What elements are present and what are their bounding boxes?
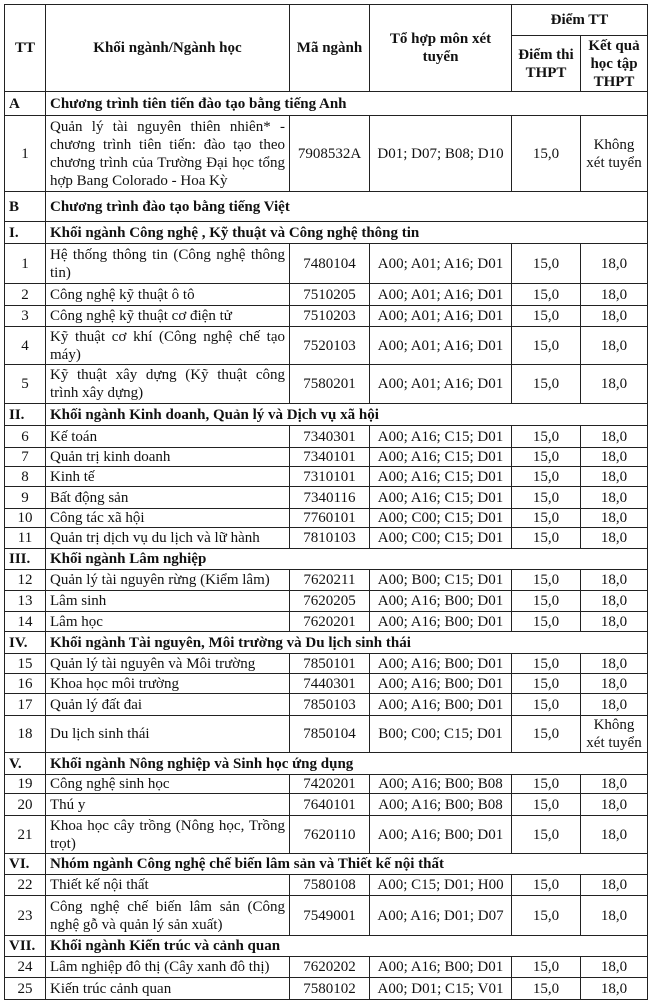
row-number: 21 bbox=[5, 816, 46, 854]
program-name: Công tác xã hội bbox=[46, 509, 290, 528]
row-number: 8 bbox=[5, 467, 46, 487]
section-title: Chương trình tiên tiến đào tạo bằng tiếng Anh bbox=[46, 92, 648, 116]
table-row bbox=[5, 816, 648, 854]
score-transcript: 18,0 bbox=[581, 509, 648, 528]
program-name: Công nghệ kỹ thuật cơ điện tử bbox=[46, 306, 290, 327]
score-thpt: 15,0 bbox=[512, 509, 581, 528]
section-number: II. bbox=[5, 404, 46, 426]
row-number: 16 bbox=[5, 674, 46, 694]
program-code: 7480104 bbox=[290, 244, 370, 284]
section-number: A bbox=[5, 92, 46, 116]
section-row bbox=[5, 632, 648, 654]
section-number: VII. bbox=[5, 936, 46, 957]
score-transcript: 18,0 bbox=[581, 570, 648, 591]
score-thpt: 15,0 bbox=[512, 244, 581, 284]
program-name: Công nghệ kỹ thuật ô tô bbox=[46, 284, 290, 306]
program-code: 7340101 bbox=[290, 448, 370, 467]
table-row bbox=[5, 654, 648, 674]
header-diem-thi-thpt: Điểm thi THPT bbox=[512, 36, 581, 92]
score-thpt: 15,0 bbox=[512, 116, 581, 192]
score-thpt: 15,0 bbox=[512, 612, 581, 632]
score-transcript: 18,0 bbox=[581, 957, 648, 978]
program-name: Hệ thống thông tin (Công nghệ thông tin) bbox=[46, 244, 290, 284]
section-title: Khối ngành Tài nguyên, Môi trường và Du lịch sinh thái bbox=[46, 632, 648, 654]
program-code: 7850103 bbox=[290, 694, 370, 716]
subject-combination: A00; A16; B00; D01 bbox=[370, 591, 512, 612]
row-number: 3 bbox=[5, 306, 46, 327]
subject-combination: A00; A16; B00; B08 bbox=[370, 775, 512, 794]
score-thpt: 15,0 bbox=[512, 978, 581, 1000]
program-name: Khoa học cây trồng (Nông học, Trồng trọt) bbox=[46, 816, 290, 854]
score-transcript: 18,0 bbox=[581, 327, 648, 365]
section-number: B bbox=[5, 192, 46, 222]
row-number: 7 bbox=[5, 448, 46, 467]
score-thpt: 15,0 bbox=[512, 875, 581, 896]
score-thpt: 15,0 bbox=[512, 816, 581, 854]
score-transcript: Không xét tuyển bbox=[581, 716, 648, 753]
program-code: 7520103 bbox=[290, 327, 370, 365]
subject-combination: A00; C00; C15; D01 bbox=[370, 528, 512, 549]
section-title: Khối ngành Công nghệ , Kỹ thuật và Công nghệ thông tin bbox=[46, 222, 648, 244]
program-name: Kỹ thuật xây dựng (Kỹ thuật công trình xây dựng) bbox=[46, 365, 290, 404]
score-transcript: 18,0 bbox=[581, 591, 648, 612]
row-number: 24 bbox=[5, 957, 46, 978]
program-code: 7620202 bbox=[290, 957, 370, 978]
header-diem-tt: Điểm TT bbox=[512, 5, 648, 36]
admission-table bbox=[4, 4, 648, 1000]
score-transcript: 18,0 bbox=[581, 426, 648, 448]
score-transcript: 18,0 bbox=[581, 306, 648, 327]
score-thpt: 15,0 bbox=[512, 591, 581, 612]
program-code: 7850101 bbox=[290, 654, 370, 674]
row-number: 9 bbox=[5, 487, 46, 509]
table-row bbox=[5, 509, 648, 528]
header-to-hop: Tổ hợp môn xét tuyển bbox=[370, 5, 512, 92]
score-thpt: 15,0 bbox=[512, 306, 581, 327]
header-tt: TT bbox=[5, 5, 46, 92]
table-row bbox=[5, 116, 648, 192]
score-thpt: 15,0 bbox=[512, 957, 581, 978]
table-row bbox=[5, 487, 648, 509]
section-number: V. bbox=[5, 753, 46, 775]
table-row bbox=[5, 244, 648, 284]
score-thpt: 15,0 bbox=[512, 327, 581, 365]
subject-combination: A00; A16; C15; D01 bbox=[370, 467, 512, 487]
section-row bbox=[5, 192, 648, 222]
score-transcript: 18,0 bbox=[581, 816, 648, 854]
program-name: Du lịch sinh thái bbox=[46, 716, 290, 753]
subject-combination: A00; A16; B00; D01 bbox=[370, 957, 512, 978]
row-number: 1 bbox=[5, 244, 46, 284]
table-row bbox=[5, 875, 648, 896]
score-thpt: 15,0 bbox=[512, 694, 581, 716]
program-name: Công nghệ chế biến lâm sản (Công nghệ gỗ và quản lý sản xuất) bbox=[46, 896, 290, 936]
table-row bbox=[5, 284, 648, 306]
row-number: 13 bbox=[5, 591, 46, 612]
section-row bbox=[5, 854, 648, 875]
row-number: 15 bbox=[5, 654, 46, 674]
program-code: 7640101 bbox=[290, 794, 370, 816]
subject-combination: A00; A01; A16; D01 bbox=[370, 365, 512, 404]
subject-combination: A00; A16; C15; D01 bbox=[370, 426, 512, 448]
score-transcript: 18,0 bbox=[581, 612, 648, 632]
program-name: Kế toán bbox=[46, 426, 290, 448]
program-code: 7580102 bbox=[290, 978, 370, 1000]
score-transcript: 18,0 bbox=[581, 896, 648, 936]
score-thpt: 15,0 bbox=[512, 794, 581, 816]
subject-combination: A00; A16; B00; D01 bbox=[370, 816, 512, 854]
score-transcript: 18,0 bbox=[581, 244, 648, 284]
program-code: 7580108 bbox=[290, 875, 370, 896]
row-number: 10 bbox=[5, 509, 46, 528]
program-code: 7510205 bbox=[290, 284, 370, 306]
score-thpt: 15,0 bbox=[512, 487, 581, 509]
table-row bbox=[5, 896, 648, 936]
subject-combination: A00; A16; B00; D01 bbox=[370, 674, 512, 694]
header-khoi-nganh: Khối ngành/Ngành học bbox=[46, 5, 290, 92]
program-name: Quản trị dịch vụ du lịch và lữ hành bbox=[46, 528, 290, 549]
score-transcript: 18,0 bbox=[581, 794, 648, 816]
table-row bbox=[5, 426, 648, 448]
row-number: 2 bbox=[5, 284, 46, 306]
table-row bbox=[5, 694, 648, 716]
header-ma-nganh: Mã ngành bbox=[290, 5, 370, 92]
table-row bbox=[5, 716, 648, 753]
table-body bbox=[5, 92, 648, 1000]
score-transcript: 18,0 bbox=[581, 284, 648, 306]
row-number: 17 bbox=[5, 694, 46, 716]
table-row bbox=[5, 448, 648, 467]
section-row bbox=[5, 222, 648, 244]
program-name: Thiết kế nội thất bbox=[46, 875, 290, 896]
score-transcript: 18,0 bbox=[581, 467, 648, 487]
program-code: 7760101 bbox=[290, 509, 370, 528]
subject-combination: A00; B00; C15; D01 bbox=[370, 570, 512, 591]
table-row bbox=[5, 674, 648, 694]
program-code: 7310101 bbox=[290, 467, 370, 487]
table-row bbox=[5, 306, 648, 327]
row-number: 11 bbox=[5, 528, 46, 549]
score-thpt: 15,0 bbox=[512, 570, 581, 591]
score-transcript: 18,0 bbox=[581, 487, 648, 509]
program-code: 7580201 bbox=[290, 365, 370, 404]
section-row bbox=[5, 549, 648, 570]
section-title: Khối ngành Lâm nghiệp bbox=[46, 549, 648, 570]
row-number: 18 bbox=[5, 716, 46, 753]
row-number: 6 bbox=[5, 426, 46, 448]
score-thpt: 15,0 bbox=[512, 365, 581, 404]
row-number: 14 bbox=[5, 612, 46, 632]
section-number: IV. bbox=[5, 632, 46, 654]
subject-combination: A00; A16; C15; D01 bbox=[370, 487, 512, 509]
section-row bbox=[5, 404, 648, 426]
program-name: Kinh tế bbox=[46, 467, 290, 487]
table-row bbox=[5, 570, 648, 591]
section-number: I. bbox=[5, 222, 46, 244]
section-row bbox=[5, 92, 648, 116]
header-ket-qua-hoc-tap: Kết quả học tập THPT bbox=[581, 36, 648, 92]
subject-combination: A00; A01; A16; D01 bbox=[370, 306, 512, 327]
score-thpt: 15,0 bbox=[512, 775, 581, 794]
program-name: Quản lý tài nguyên thiên nhiên* - chương trình tiên tiến: đào tạo theo chương trình của Trường Đại học tổng hợp Bang Colorado - Hoa Kỳ bbox=[46, 116, 290, 192]
row-number: 23 bbox=[5, 896, 46, 936]
section-title: Khối ngành Nông nghiệp và Sinh học ứng dụng bbox=[46, 753, 648, 775]
score-transcript: 18,0 bbox=[581, 528, 648, 549]
row-number: 19 bbox=[5, 775, 46, 794]
subject-combination: A00; C15; D01; H00 bbox=[370, 875, 512, 896]
subject-combination: A00; A16; B00; D01 bbox=[370, 654, 512, 674]
section-title: Khối ngành Kinh doanh, Quản lý và Dịch vụ xã hội bbox=[46, 404, 648, 426]
subject-combination: A00; A16; B00; B08 bbox=[370, 794, 512, 816]
program-name: Kiến trúc cảnh quan bbox=[46, 978, 290, 1000]
score-transcript: 18,0 bbox=[581, 654, 648, 674]
program-name: Khoa học môi trường bbox=[46, 674, 290, 694]
table-row bbox=[5, 591, 648, 612]
program-code: 7620211 bbox=[290, 570, 370, 591]
section-number: III. bbox=[5, 549, 46, 570]
subject-combination: A00; A01; A16; D01 bbox=[370, 244, 512, 284]
row-number: 25 bbox=[5, 978, 46, 1000]
program-name: Lâm nghiệp đô thị (Cây xanh đô thị) bbox=[46, 957, 290, 978]
program-code: 7620201 bbox=[290, 612, 370, 632]
score-transcript: 18,0 bbox=[581, 978, 648, 1000]
score-transcript: 18,0 bbox=[581, 775, 648, 794]
table-row bbox=[5, 327, 648, 365]
row-number: 4 bbox=[5, 327, 46, 365]
program-name: Công nghệ sinh học bbox=[46, 775, 290, 794]
subject-combination: D01; D07; B08; D10 bbox=[370, 116, 512, 192]
table-row bbox=[5, 467, 648, 487]
score-transcript: 18,0 bbox=[581, 674, 648, 694]
subject-combination: A00; A16; B00; D01 bbox=[370, 612, 512, 632]
score-transcript: 18,0 bbox=[581, 448, 648, 467]
program-name: Quản lý tài nguyên rừng (Kiểm lâm) bbox=[46, 570, 290, 591]
program-code: 7810103 bbox=[290, 528, 370, 549]
section-row bbox=[5, 753, 648, 775]
subject-combination: A00; D01; C15; V01 bbox=[370, 978, 512, 1000]
program-name: Quản trị kinh doanh bbox=[46, 448, 290, 467]
subject-combination: A00; A01; A16; D01 bbox=[370, 284, 512, 306]
score-thpt: 15,0 bbox=[512, 448, 581, 467]
program-name: Lâm học bbox=[46, 612, 290, 632]
table-row bbox=[5, 775, 648, 794]
score-thpt: 15,0 bbox=[512, 896, 581, 936]
program-code: 7340301 bbox=[290, 426, 370, 448]
score-thpt: 15,0 bbox=[512, 528, 581, 549]
subject-combination: B00; C00; C15; D01 bbox=[370, 716, 512, 753]
row-number: 1 bbox=[5, 116, 46, 192]
score-thpt: 15,0 bbox=[512, 654, 581, 674]
row-number: 22 bbox=[5, 875, 46, 896]
score-transcript: Không xét tuyển bbox=[581, 116, 648, 192]
section-title: Nhóm ngành Công nghệ chế biến lâm sản và Thiết kế nội thất bbox=[46, 854, 648, 875]
section-title: Khối ngành Kiến trúc và cảnh quan bbox=[46, 936, 648, 957]
subject-combination: A00; A16; D01; D07 bbox=[370, 896, 512, 936]
program-name: Quản lý đất đai bbox=[46, 694, 290, 716]
program-code: 7620205 bbox=[290, 591, 370, 612]
score-thpt: 15,0 bbox=[512, 426, 581, 448]
table-row bbox=[5, 794, 648, 816]
program-name: Thú y bbox=[46, 794, 290, 816]
subject-combination: A00; A16; C15; D01 bbox=[370, 448, 512, 467]
program-code: 7340116 bbox=[290, 487, 370, 509]
subject-combination: A00; C00; C15; D01 bbox=[370, 509, 512, 528]
score-thpt: 15,0 bbox=[512, 467, 581, 487]
program-code: 7620110 bbox=[290, 816, 370, 854]
program-name: Quản lý tài nguyên và Môi trường bbox=[46, 654, 290, 674]
row-number: 5 bbox=[5, 365, 46, 404]
score-transcript: 18,0 bbox=[581, 694, 648, 716]
section-row bbox=[5, 936, 648, 957]
program-code: 7549001 bbox=[290, 896, 370, 936]
score-transcript: 18,0 bbox=[581, 365, 648, 404]
program-code: 7420201 bbox=[290, 775, 370, 794]
score-thpt: 15,0 bbox=[512, 716, 581, 753]
table-row bbox=[5, 612, 648, 632]
program-name: Kỹ thuật cơ khí (Công nghệ chế tạo máy) bbox=[46, 327, 290, 365]
program-name: Bất động sản bbox=[46, 487, 290, 509]
subject-combination: A00; A01; A16; D01 bbox=[370, 327, 512, 365]
table-row bbox=[5, 978, 648, 1000]
row-number: 20 bbox=[5, 794, 46, 816]
row-number: 12 bbox=[5, 570, 46, 591]
section-title: Chương trình đào tạo bằng tiếng Việt bbox=[46, 192, 648, 222]
table-row bbox=[5, 365, 648, 404]
table-row bbox=[5, 528, 648, 549]
score-thpt: 15,0 bbox=[512, 284, 581, 306]
program-code: 7908532A bbox=[290, 116, 370, 192]
score-transcript: 18,0 bbox=[581, 875, 648, 896]
section-number: VI. bbox=[5, 854, 46, 875]
table-row bbox=[5, 957, 648, 978]
program-code: 7440301 bbox=[290, 674, 370, 694]
subject-combination: A00; A16; B00; D01 bbox=[370, 694, 512, 716]
table-header bbox=[5, 5, 648, 92]
program-code: 7510203 bbox=[290, 306, 370, 327]
score-thpt: 15,0 bbox=[512, 674, 581, 694]
program-name: Lâm sinh bbox=[46, 591, 290, 612]
program-code: 7850104 bbox=[290, 716, 370, 753]
